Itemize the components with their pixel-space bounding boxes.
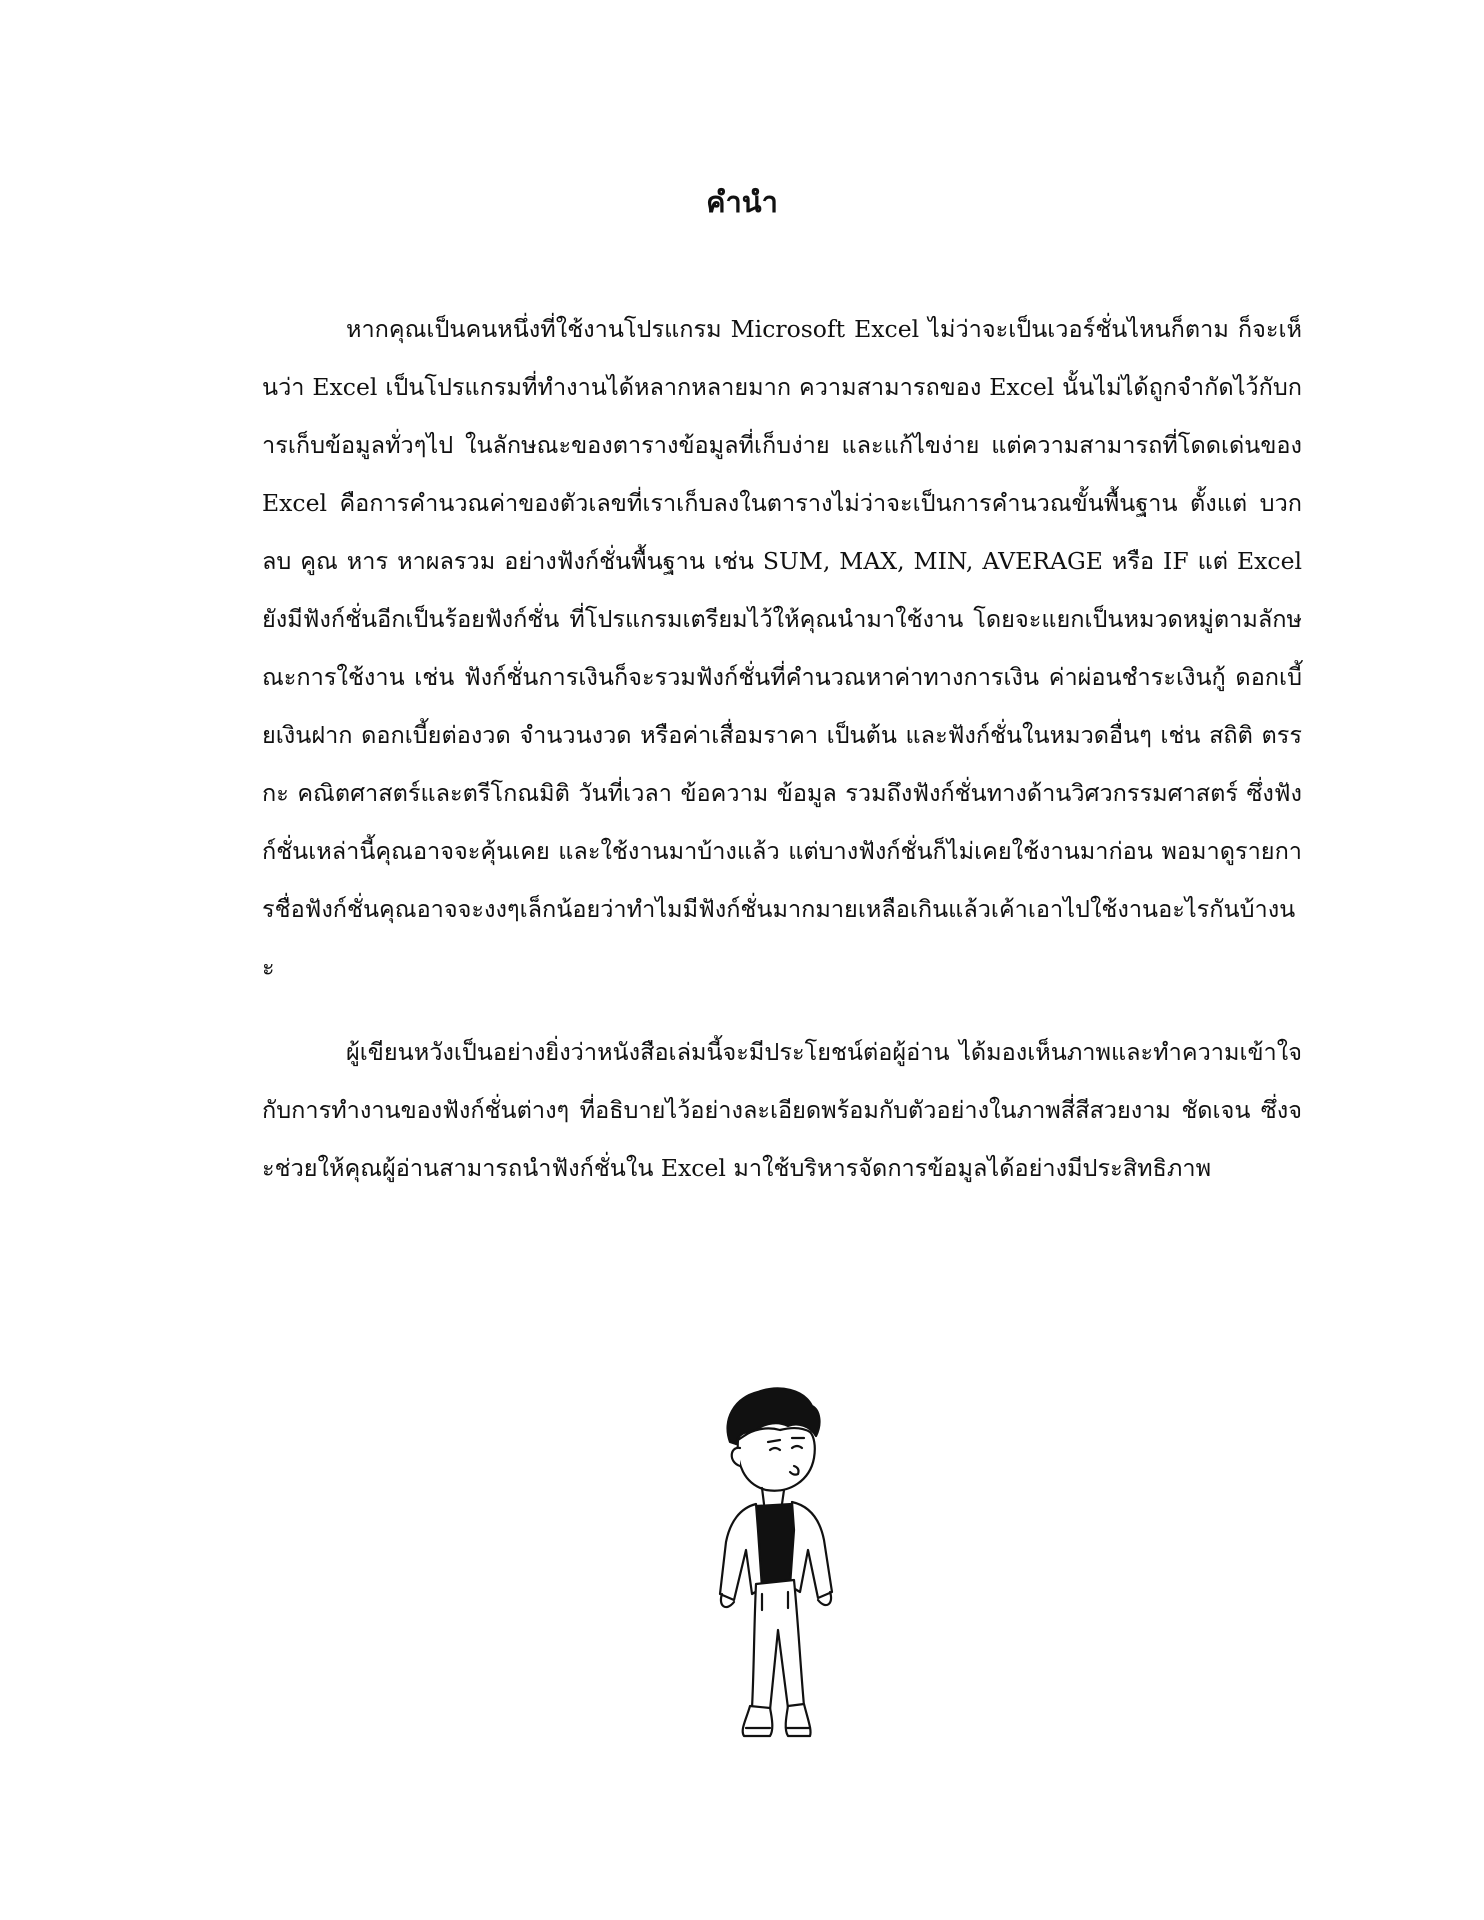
cartoon-boy-illustration bbox=[700, 1380, 860, 1750]
paragraph-author-hope: ผู้เขียนหวังเป็นอย่างยิ่งว่าหนังสือเล่มนี้จะมีประโยชน์ต่อผู้อ่าน ได้มองเห็นภาพและทำความเข้าใจกับการทำงานของฟังก์ชั่นต่างๆ ที่อธิบายไว้อย่างละเอียดพร้อมกับตัวอย่างในภาพสี่สีสวยงาม ชัดเจน ซึ่งจะช่วยให้คุณผู้อ่านสามารถนำฟังก์ชั่นใน Excel มาใช้บริหารจัดการข้อมูลได้อย่างมีประสิทธิภาพ bbox=[262, 1038, 1302, 1182]
paragraph-intro: หากคุณเป็นคนหนึ่งที่ใช้งานโปรแกรม Microsoft Excel ไม่ว่าจะเป็นเวอร์ชั่นไหนก็ตาม ก็จะเห็นว่า Excel เป็นโปรแกรมที่ทำงานได้หลากหลายมาก ความสามารถของ Excel นั้นไม่ได้ถูกจำกัดไว้กับการเก็บข้อมูลทั่วๆไป ในลักษณะของตารางข้อมูลที่เก็บง่าย และแก้ไขง่าย แต่ความสามารถที่โดดเด่นของ Excel คือการคำนวณค่าของตัวเลขที่เราเก็บลงในตารางไม่ว่าจะเป็นการคำนวณขั้นพื้นฐาน ตั้งแต่ บวก ลบ คูณ หาร หาผลรวม อย่างฟังก์ชั่นพื้นฐาน เช่น SUM, MAX, MIN, AVERAGE หรือ IF แต่ Excel ยังมีฟังก์ชั่นอีกเป็นร้อยฟังก์ชั่น ที่โปรแกรมเตรียมไว้ให้คุณนำมาใช้งาน โดยจะแยกเป็นหมวดหมู่ตามลักษณะการใช้งาน เช่น ฟังก์ชั่นการเงินก็จะรวมฟังก์ชั่นที่คำนวณหาค่าทางการเงิน ค่าผ่อนชำระเงินกู้ ดอกเบี้ยเงินฝาก ดอกเบี้ยต่องวด จำนวนงวด หรือค่าเสื่อมราคา เป็นต้น และฟังก์ชั่นในหมวดอื่นๆ เช่น สถิติ ตรรกะ คณิตศาสตร์และตรีโกณมิติ วันที่เวลา ข้อความ ข้อมูล รวมถึงฟังก์ชั่นทางด้านวิศวกรรมศาสตร์ ซึ่งฟังก์ชั่นเหล่านี้คุณอาจจะคุ้นเคย และใช้งานมาบ้างแล้ว แต่บางฟังก์ชั่นก็ไม่เคยใช้งานมาก่อน พอมาดูรายการชื่อฟังก์ชั่นคุณอาจจะงงๆเล็กน้อยว่าทำไมมีฟังก์ชั่นมากมายเหลือเกินแล้วเค้าเอาไปใช้งานอะไรกันบ้างนะ bbox=[262, 315, 1302, 981]
page-title: คำนำ bbox=[706, 185, 778, 219]
